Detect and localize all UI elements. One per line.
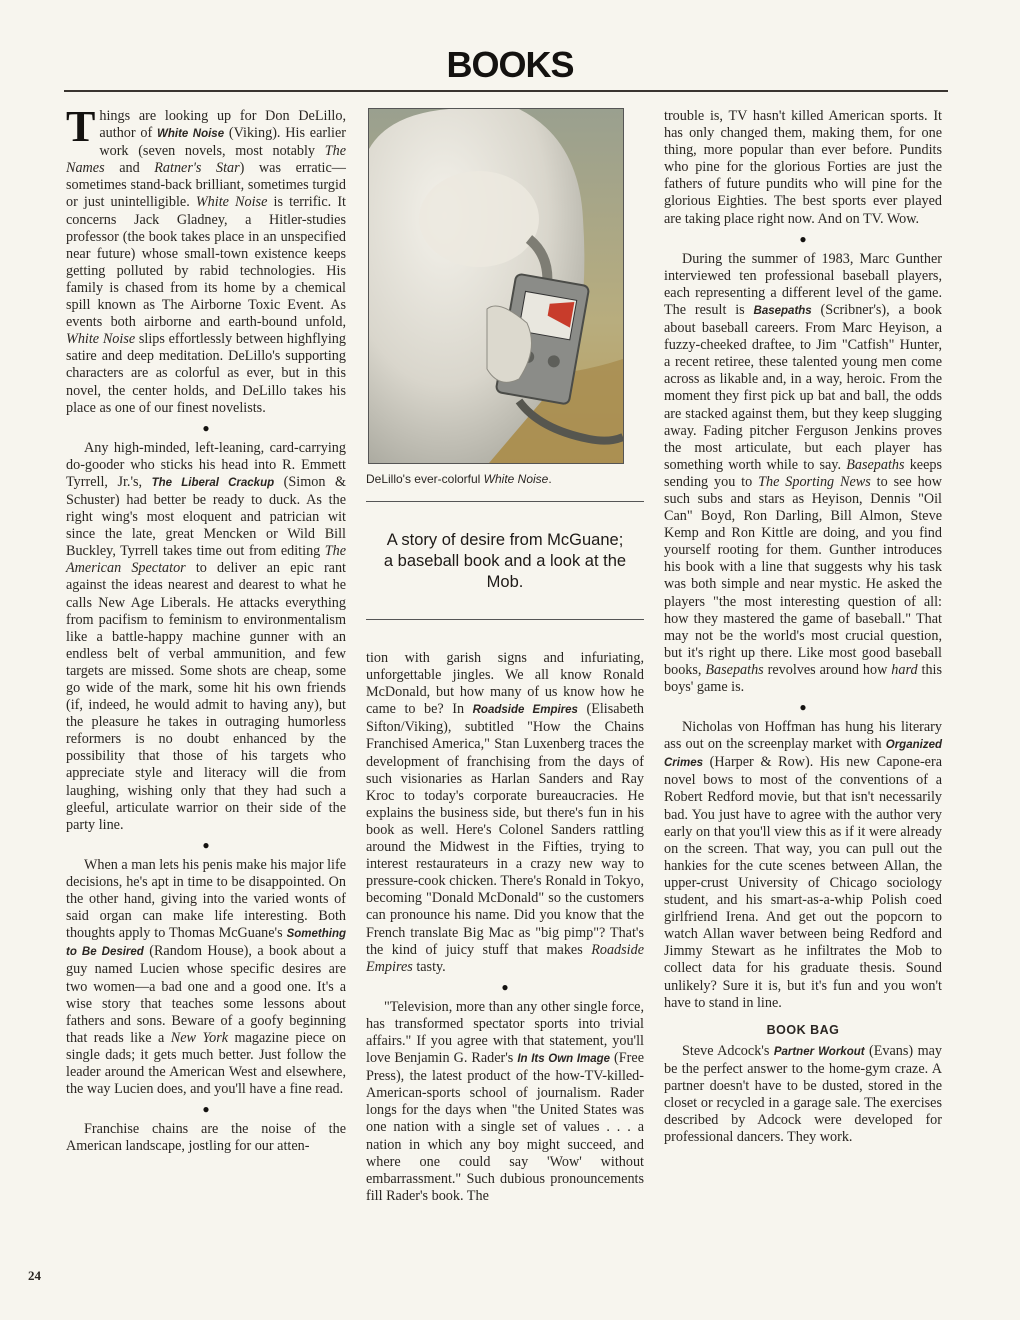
review-organized-crimes: Nicholas von Hoffman has hung his literary ass out on the screenplay market with Organized Crimes (Harper & Row). His new Capone-era novel bows to most of the conventions of a Robert Redford movie, but that isn't necessarily bad. You just have to agree with the author very early on that you'll view this as if it were already on the screen. That way, you can pull out the hankies for the cute scenes between Allan, the upper-crust University of Chicago sociology student, and his smart-as-a-whip Polish coed girlfriend Irena. And get out the popcorn to watch Allan waver between being Redford and Jimmy Stewart as he infiltrates the Mob to collect data for his graduate thesis. Sound unlikely? Sure it is, but it's fun and you won't have to stand in line. (664, 719, 942, 1011)
book-bag-heading: BOOK BAG (766, 1022, 840, 1037)
review-partner-workout: Steve Adcock's Partner Workout (Evans) may be the perfect answer to the home-gym craze. A partner doesn't have to be dusted, stored in the closet or recycled in a garage sale. The exercises described by Adcock were developed for professional dancers. They work. (664, 1042, 943, 1146)
section-title: BOOKS (446, 44, 574, 85)
column-1 (66, 102, 347, 1155)
section-bullet: ● (799, 231, 807, 246)
review-white-noise: Things are looking up for Don DeLillo, author of White Noise (Viking). His earlier work (seven novels, most notably The Names and Ratner's Star) was erratic—sometimes stand-back brilliant, sometimes turgid or just unintelligible. White Noise is terrific. It concerns Jack Gladney, a Hitler-studies professor (the book takes place in an unspecified near future) whose small-town existence keeps getting polluted by rabid technologies. His family is chased from its home by a chemical spill known as The Airborne Toxic Event. As events both airborne and earth-bound unfold, White Noise slips effortlessly between highflying satire and deep meditation. DeLillo's supporting characters are as colorful as ever, but in this novel, the center holds, and DeLillo takes his place as one of our finest novelists. (66, 102, 346, 416)
review-liberal-crackup: Any high-minded, left-leaning, card-carrying do-gooder who sticks his head into R. Emmett Tyrrell, Jr.'s, The Liberal Crackup (Simon & Schuster) had better be ready to duck. As the right wing's most eloquent and patrician wit since the late, great Mencken or Wild Bill Buckley, Tyrrell takes time out from editing The American Spectator to deliver an epic rant against the ideas nearest and dearest to what he calls New Age Liberals. He attacks everything from pacifism to feminism to environmentalism like a battle-happy machine gunner with an endless belt of verbal ammunition, and few targets are missed. Some shots are cheap, some go wide of the mark, some hit his own friends (if, indeed, he would admit to having any), but the pleasure he takes in outraging humorless reformers is no doubt enhanced by the possibility that those of his targets who appreciate style and literacy will die from laughing, wishing only that they had such a gleeful, articulate warrior on their side of the party line. (66, 439, 347, 833)
review-in-its-own-image-cont: trouble is, TV hasn't killed American sports. It has only changed them, making them, for one thing, more popular than ever before. Pundits who pine for the glorious Forties are just the fathers of future pundits who will pine for the glorious Eighties. The best sports ever played are taking place right now. And on TV. Wow. (664, 108, 942, 227)
book-illustration (368, 108, 624, 464)
section-bullet: ● (202, 837, 210, 852)
header-rule (64, 90, 948, 92)
section-bullet: ● (501, 979, 509, 994)
drop-cap: T (66, 102, 96, 151)
review-roadside-empires: tion with garish signs and infuriating, unforgettable jingles. We all know Ronald McDonald, but how many of us know how he came to be? In Roadside Empires (Elisabeth Sifton/Viking), subtitled "How the Chains Franchised America," Stan Luxenberg traces the development of franchising from the days of such visionaries as Harlan Sanders and Ray Kroc to today's corporate bureaucracies. He explains the business side, but there's fun in his book as well. Here's Colonel Sanders rattling around the Midwest in the Fifties, trying to interest restaurateurs in a crazy new way to pressure-cook chicken. There's Ronald in Tokyo, becoming "Donald McDonald" so the customers can pronounce his name. Did you know that the French translate Big Mac as "big pimp"? That's the kind of juicy stuff that makes Roadside Empires tasty. (366, 650, 644, 975)
section-bullet: ● (202, 1102, 210, 1117)
review-something-to-be-desired: When a man lets his penis make his major life decisions, he's apt in time to be disappointed. On the other hand, giving into the varied wonts of said organ can make life interesting. Both thoughts apply to Thomas McGuane's Something to Be Desired (Random House), a book about a guy named Lucien whose specific desires are two women—a bad one and a good one. It's a wise story that teaches some lessons about fathers and sons. Beware of a goofy beginning that reads like a New York magazine piece on single dads; it gets much better. Just follow the leader around the American West and elsewhere, the way Lucien does, and you'll have a fine read. (66, 856, 347, 1098)
page-number: 24 (28, 1268, 41, 1283)
review-roadside-empires-start: Franchise chains are the noise of the American landscape, jostling for our atten- (66, 1121, 346, 1155)
section-bullet: ● (202, 420, 210, 435)
pull-quote: A story of desire from McGuane; a baseball book and a look at the Mob. (383, 531, 627, 591)
figure-caption: DeLillo's ever-colorful White Noise. (366, 472, 552, 486)
gas-mask-illustration (369, 109, 623, 463)
section-bullet: ● (799, 700, 807, 715)
review-in-its-own-image: "Television, more than any other single force, has transformed spectator sports into trivial affairs." If you agree with that statement, you'll love Benjamin G. Rader's In Its Own Image (Free Press), the latest product of the how-TV-killed-American-sports school of journalism. Rader longs for the days when "the United States was one nation with a single set of values . . . a nation in which any boy might succeed, and where one could say 'Wow' without embarrassment." Such dubious pronouncements fill Rader's book. The (366, 998, 644, 1204)
pull-quote-bottom-rule (366, 619, 644, 620)
review-basepaths: During the summer of 1983, Marc Gunther interviewed ten professional baseball players, each representing a different level of the game. The result is Basepaths (Scribner's), a book about baseball careers. From Marc Heyison, a fuzzy-cheeked draftee, to Jim "Catfish" Hunter, a recent retiree, these talented young men come across as likable and, in a way, heroic. From the moment they first pick up bat and ball, the odds are stacked against them, but they keep slugging away. Fading pitcher Ferguson Jenkins proves the most articulate, but each player has something worth while to say. Basepaths keeps sending you to The Sporting News to see how such subs and stars as Heyison, Dennis "Oil Can" Boyd, Ron Darling, Bill Almon, Steve Kemp and Ron Kittle are doing, and you find yourself rooting for them. Gunther introduces his book with a line that suggests why his task was both simple and near mystic. He asked the players "the most interesting question of all: how they mastered the game of baseball." That may not be the world's most crucial question, but it's right up there. Like most good baseball books, Basepaths revolves around how hard this boys' game is. (664, 250, 943, 695)
column-3 (664, 108, 942, 1146)
column-2 (366, 108, 644, 1205)
